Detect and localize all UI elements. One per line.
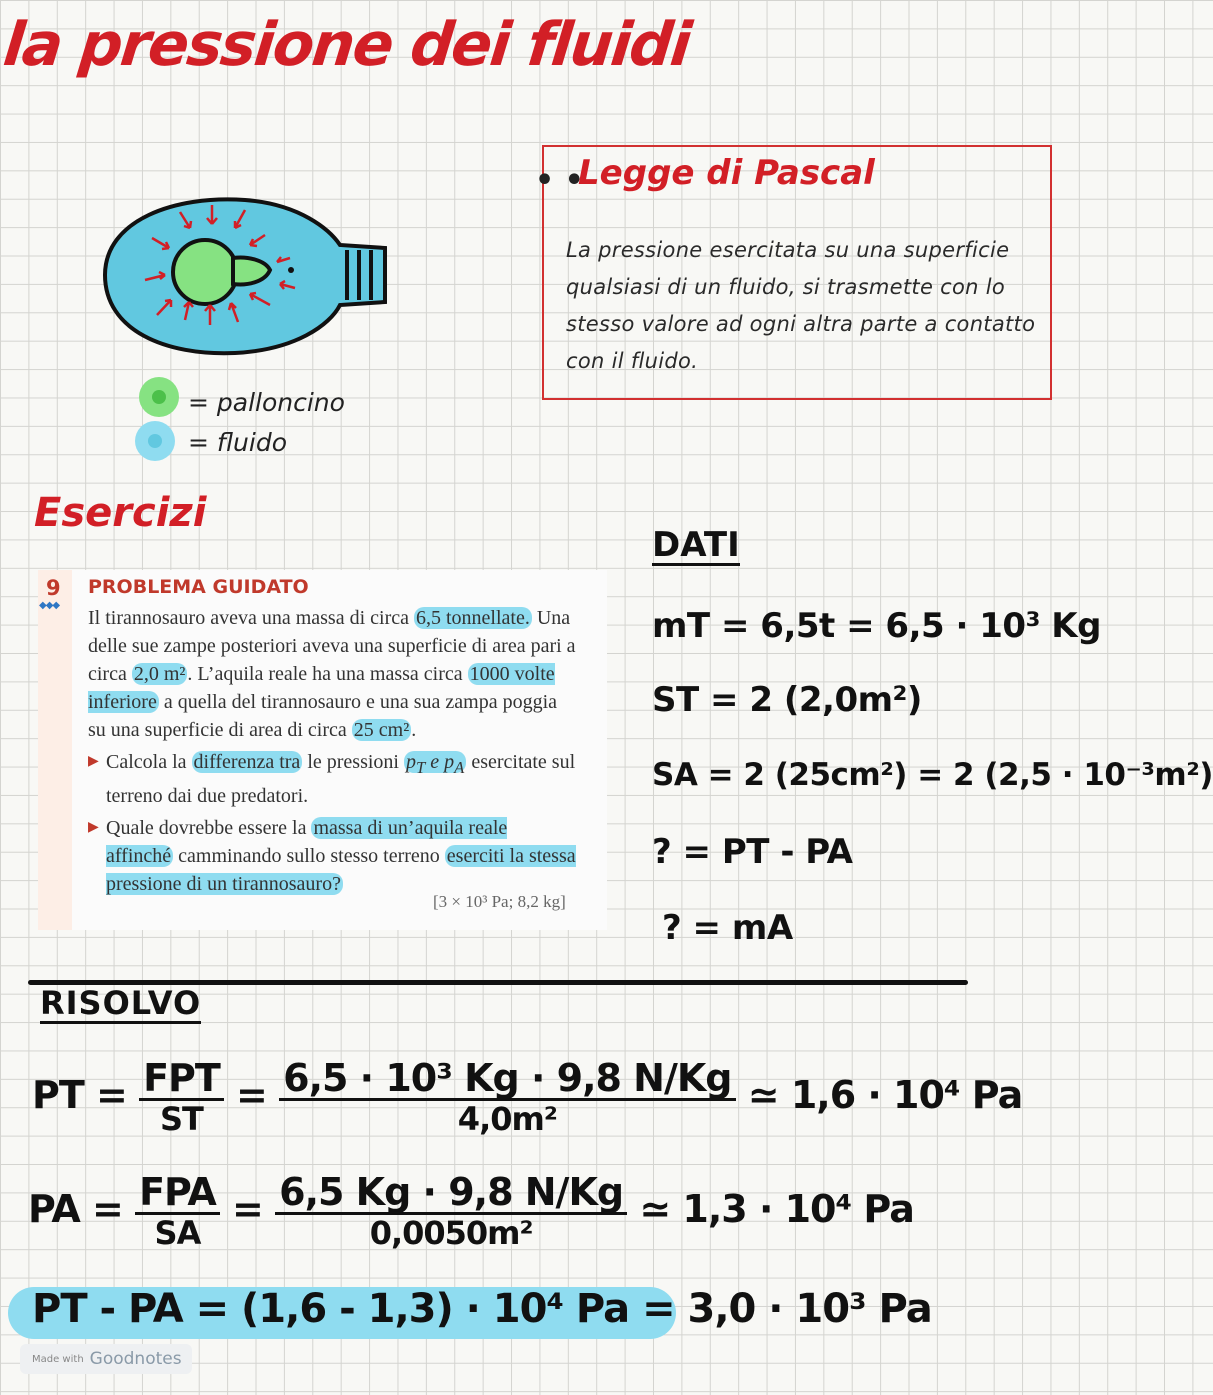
problem-paragraph: Il tirannosauro aveva una massa di circa 6,5 tonnellate. Una delle sue zampe posteriori aveva una superficie di area pari a circa 2,0 m² . L’aquila reale ha una massa circa 1000 volte inferiore a quella del tirannosauro e una sua zampa poggia su una superficie di area di circa 25 cm² . bbox=[88, 607, 576, 741]
balloon-legend-swatch bbox=[139, 377, 179, 417]
pascal-bullet-dots: • • bbox=[535, 163, 584, 198]
problem-body bbox=[88, 604, 578, 898]
pt-fraction-numeric: $\frac{\text{6,5 · 10³ Kg · 9,8 N/Kg}}{\text{4,0m²}}$ bbox=[279, 1058, 735, 1137]
fluid-legend-swatch bbox=[135, 421, 175, 461]
pa-fraction-numeric: $\frac{6,5 Kg \cdot 9,8 N/Kg}{\text{0,0050m²}}$ bbox=[275, 1172, 627, 1251]
legend-balloon-label: = palloncino bbox=[188, 388, 345, 417]
pa-result: ≃ 1,3 · 10⁴ Pa bbox=[639, 1187, 914, 1231]
watermark-prefix: Made with bbox=[32, 1353, 84, 1365]
solution-title: RISOLVO bbox=[40, 984, 202, 1022]
final-result: PT - PA = (1,6 - 1,3) · 10⁴ Pa = 3,0 · 10³ Pa bbox=[32, 1286, 932, 1332]
problem-question-2: ▶ Quale dovrebbe essere la massa di un’aquila reale affinché camminando sullo stesso terreno eserciti la stessa pressione di un tirannosauro? bbox=[88, 817, 576, 895]
problem-side-strip bbox=[38, 570, 72, 930]
data-title: DATI bbox=[652, 525, 740, 565]
pascal-law-text: La pressione esercitata su una superficie qualsiasi di un fluido, si trasmette con lo stesso valore ad ogni altra parte a contatto con il fluido. bbox=[566, 238, 1036, 373]
page-title: la pressione dei fluidi bbox=[0, 10, 693, 80]
data-line-unknown-1: ? = PT - PA bbox=[652, 832, 853, 872]
data-line-unknown-2: ? = mA bbox=[662, 908, 793, 948]
watermark-brand: Goodnotes bbox=[89, 1349, 182, 1369]
pt-result: ≃ 1,6 · 10⁴ Pa bbox=[747, 1073, 1023, 1117]
difficulty-diamonds-icon: ◆◆◆ bbox=[39, 600, 60, 611]
pa-lhs: PA = bbox=[28, 1187, 123, 1231]
data-line-mass-t: mT = 6,5t = 6,5 · 10³ Kg bbox=[652, 606, 1101, 646]
pascal-law-title: Legge di Pascal bbox=[578, 153, 875, 193]
pa-fraction-symbolic: $\frac{\text{FPA}}{SA}$ bbox=[135, 1172, 220, 1251]
data-line-surface-t: ST = 2 (2,0m²) bbox=[652, 680, 922, 720]
pt-lhs: PT = bbox=[32, 1073, 127, 1117]
problem-number: 9 bbox=[46, 576, 61, 600]
pascal-diagram bbox=[95, 190, 395, 365]
goodnotes-watermark bbox=[20, 1344, 192, 1374]
problem-question-1: ▶ Calcola la differenza tra le pressioni $p_T$ e $p_A$ esercitate sul terreno dai due predatori. bbox=[88, 751, 576, 807]
data-line-surface-a: SA = 2 (25cm²) = 2 (2,5 · 10⁻³m²) bbox=[652, 757, 1213, 793]
pressure-a-formula: PA = $\frac{\text{FPA}}{SA}$ = $\frac{6,5 Kg \cdot 9,8 N/Kg}{\text{0,0050m²}}$ ≃ 1,3 · 10⁴ Pa bbox=[28, 1170, 914, 1252]
problem-answer: [3 × 10³ Pa; 8,2 kg] bbox=[433, 892, 566, 911]
problem-card bbox=[38, 570, 607, 930]
pressure-t-formula: PT = $\frac{\text{FPT}}{ST}$ = $\frac{\text{6,5 · 10³ Kg · 9,8 N/Kg}}{\text{4,0m²}}$ ≃ 1,6 · 10⁴ Pa bbox=[32, 1056, 1023, 1138]
exercises-title: Esercizi bbox=[34, 490, 207, 536]
legend-fluid-label: = fluido bbox=[188, 428, 287, 457]
pt-fraction-symbolic: $\frac{\text{FPT}}{ST}$ bbox=[139, 1058, 224, 1137]
problem-heading: PROBLEMA GUIDATO bbox=[88, 576, 309, 598]
